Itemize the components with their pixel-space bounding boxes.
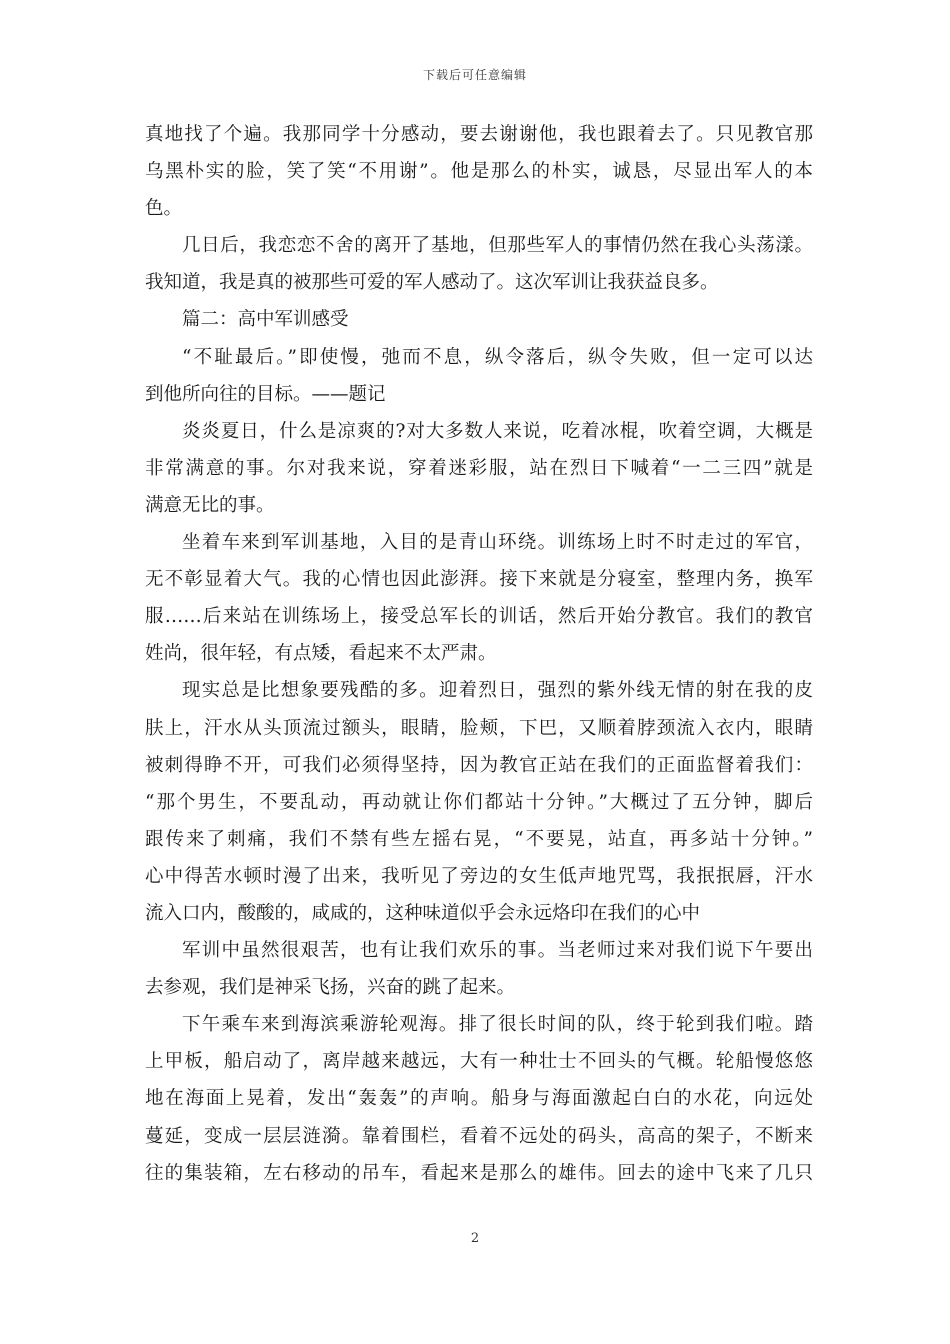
text-line: 跟传来了刺痛，我们不禁有些左摇右晃，“不要晃，站直，再多站十分钟。” — [145, 828, 813, 850]
text-line: 肤上，汗水从头顶流过额头，眼睛，脸颊，下巴，又顺着脖颈流入衣内，眼睛 — [145, 717, 813, 739]
text-line: 篇二：高中军训感受 — [182, 309, 349, 331]
page-header: 下载后可任意编辑 — [422, 68, 527, 82]
text-line: 坐着车来到军训基地，入目的是青山环绕。训练场上时不时走过的军官， — [182, 532, 813, 554]
text-line: “那个男生，不要乱动，再动就让你们都站十分钟。”大概过了五分钟，脚后 — [145, 791, 813, 813]
text-line: 往的集装箱，左右移动的吊车，看起来是那么的雄伟。回去的途中飞来了几只 — [145, 1162, 813, 1184]
text-line: 炎炎夏日，什么是凉爽的?对大多数人来说，吃着冰棍，吹着空调，大概是 — [182, 420, 813, 442]
text-line: 色。 — [145, 198, 183, 220]
text-line: 非常满意的事。尔对我来说，穿着迷彩服，站在烈日下喊着“一二三四”就是 — [145, 457, 813, 479]
text-line: 上甲板，船启动了，离岸越来越远，大有一种壮士不回头的气概。轮船慢悠悠 — [145, 1051, 813, 1073]
text-line: 乌黑朴实的脸，笑了笑“不用谢”。他是那么的朴实，诚恳，尽显出军人的本 — [145, 161, 813, 183]
text-line: 满意无比的事。 — [145, 494, 275, 516]
text-line: 被刺得睁不开，可我们必须得坚持，因为教官正站在我们的正面监督着我们： — [145, 754, 813, 776]
text-line: 军训中虽然很艰苦，也有让我们欢乐的事。当老师过来对我们说下午要出 — [182, 940, 813, 962]
text-line: 到他所向往的目标。——题记 — [145, 383, 386, 405]
text-line: 去参观，我们是神采飞扬，兴奋的跳了起来。 — [145, 977, 516, 999]
text-line: 无不彰显着大气。我的心情也因此澎湃。接下来就是分寝室，整理内务，换军 — [145, 569, 813, 591]
text-line: 我知道，我是真的被那些可爱的军人感动了。这次军训让我获益良多。 — [145, 272, 719, 294]
text-line: 几日后，我恋恋不舍的离开了基地，但那些军人的事情仍然在我心头荡漾。 — [182, 235, 813, 257]
text-line: 现实总是比想象要残酷的多。迎着烈日，强烈的紫外线无情的射在我的皮 — [182, 680, 813, 702]
text-line: 心中得苦水顿时漫了出来，我听见了旁边的女生低声地咒骂，我抿抿唇，汗水 — [145, 865, 813, 887]
text-line: 流入口内，酸酸的，咸咸的，这种味道似乎会永远烙印在我们的心中 — [145, 902, 701, 924]
text-line: 姓尚，很年轻，有点矮，看起来不太严肃。 — [145, 643, 497, 665]
text-line: 蔓延，变成一层层涟漪。靠着围栏，看着不远处的码头，高高的架子，不断来 — [145, 1125, 813, 1147]
text-line: 下午乘车来到海滨乘游轮观海。排了很长时间的队，终于轮到我们啦。踏 — [182, 1014, 813, 1036]
page-number: 2 — [470, 1231, 480, 1246]
text-line: 地在海面上晃着，发出“轰轰”的声响。船身与海面激起白白的水花，向远处 — [145, 1088, 813, 1110]
text-line: 服……后来站在训练场上，接受总军长的训话，然后开始分教官。我们的教官 — [145, 606, 813, 628]
text-line: “不耻最后。”即使慢，弛而不息，纵令落后，纵令失败，但一定可以达 — [182, 346, 813, 368]
document-body — [145, 116, 813, 1192]
text-line: 真地找了个遍。我那同学十分感动，要去谢谢他，我也跟着去了。只见教官那 — [145, 124, 813, 145]
